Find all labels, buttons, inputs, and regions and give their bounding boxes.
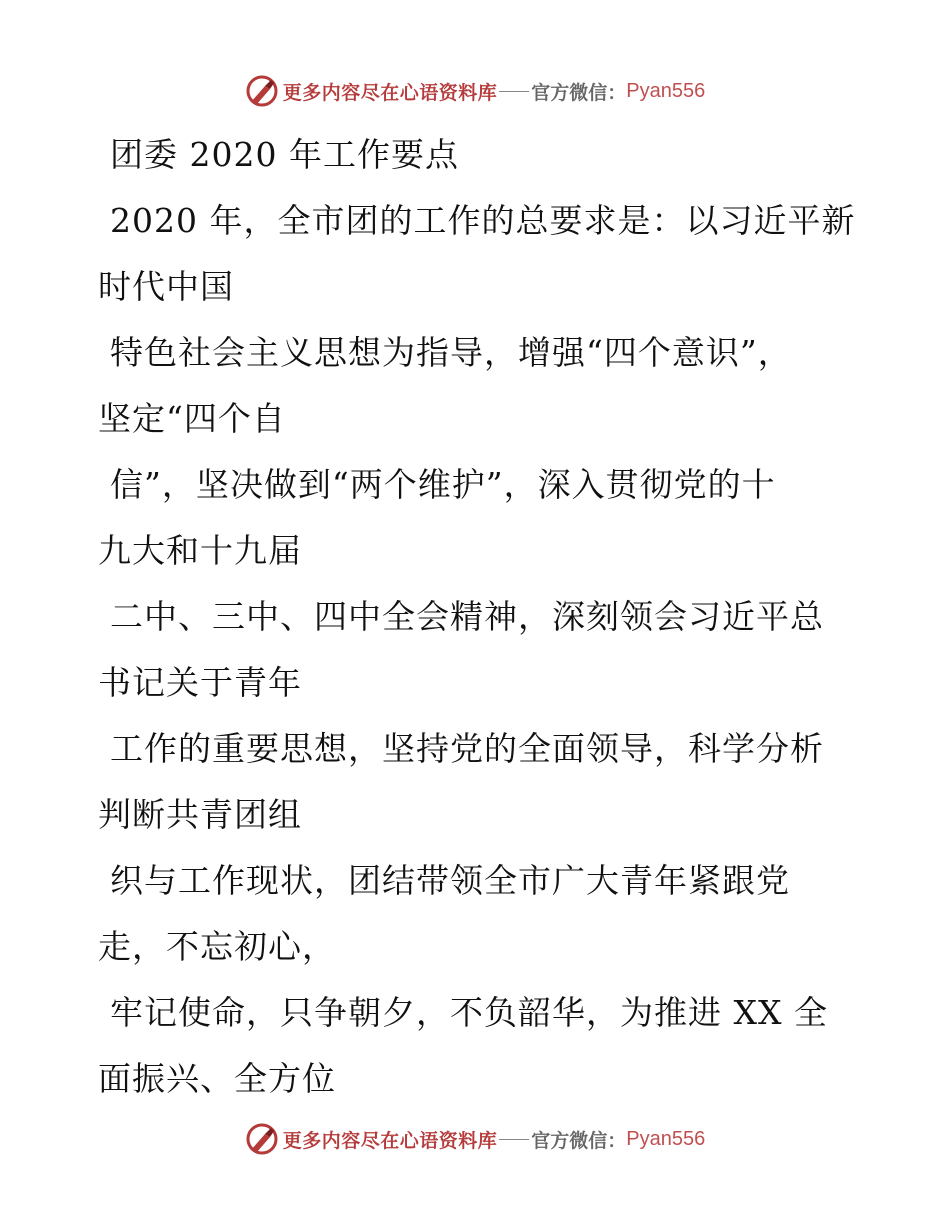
watermark-dash (499, 91, 529, 92)
document-title: 团委 2020 年工作要点 (110, 135, 459, 174)
document-line: 书记关于青年 (98, 663, 302, 702)
document-body (98, 122, 858, 1112)
document-line: 时代中国 (98, 267, 234, 306)
document-line: 信”，坚决做到“两个维护”，深入贯彻党的十 (110, 465, 776, 504)
document-line: 工作的重要思想，坚持党的全面领导，科学分析 (110, 729, 824, 768)
document-line: 坚定“四个自 (98, 399, 286, 438)
watermark-banner-top (0, 71, 950, 111)
document-line: 判断共青团组 (98, 795, 302, 834)
document-line: 2020 年，全市团的工作的总要求是：以习近平新 (110, 201, 856, 240)
watermark-site-text: 更多内容尽在心语资料库 (282, 1129, 498, 1152)
document-line: 走，不忘初心， (98, 927, 336, 966)
document-line: 九大和十九届 (98, 531, 302, 570)
watermark-wechat-id: Pyan556 (626, 79, 706, 102)
watermark-wechat-id: Pyan556 (626, 1127, 706, 1150)
watermark-wechat-label: 官方微信： (531, 1129, 627, 1152)
pen-circle-logo-icon (245, 1122, 279, 1156)
watermark-banner-bottom (0, 1119, 950, 1159)
document-line: 特色社会主义思想为指导，增强“四个意识”， (110, 333, 792, 372)
watermark-wechat-label: 官方微信： (531, 81, 627, 104)
watermark-site-text: 更多内容尽在心语资料库 (282, 81, 498, 104)
pen-circle-logo-icon (245, 74, 279, 108)
document-line: 面振兴、全方位 (98, 1059, 336, 1098)
document-line: 织与工作现状，团结带领全市广大青年紧跟党 (110, 861, 790, 900)
document-line: 牢记使命，只争朝夕，不负韶华，为推进 XX 全 (110, 993, 828, 1032)
watermark-dash (499, 1139, 529, 1140)
document-line: 二中、三中、四中全会精神，深刻领会习近平总 (110, 597, 824, 636)
